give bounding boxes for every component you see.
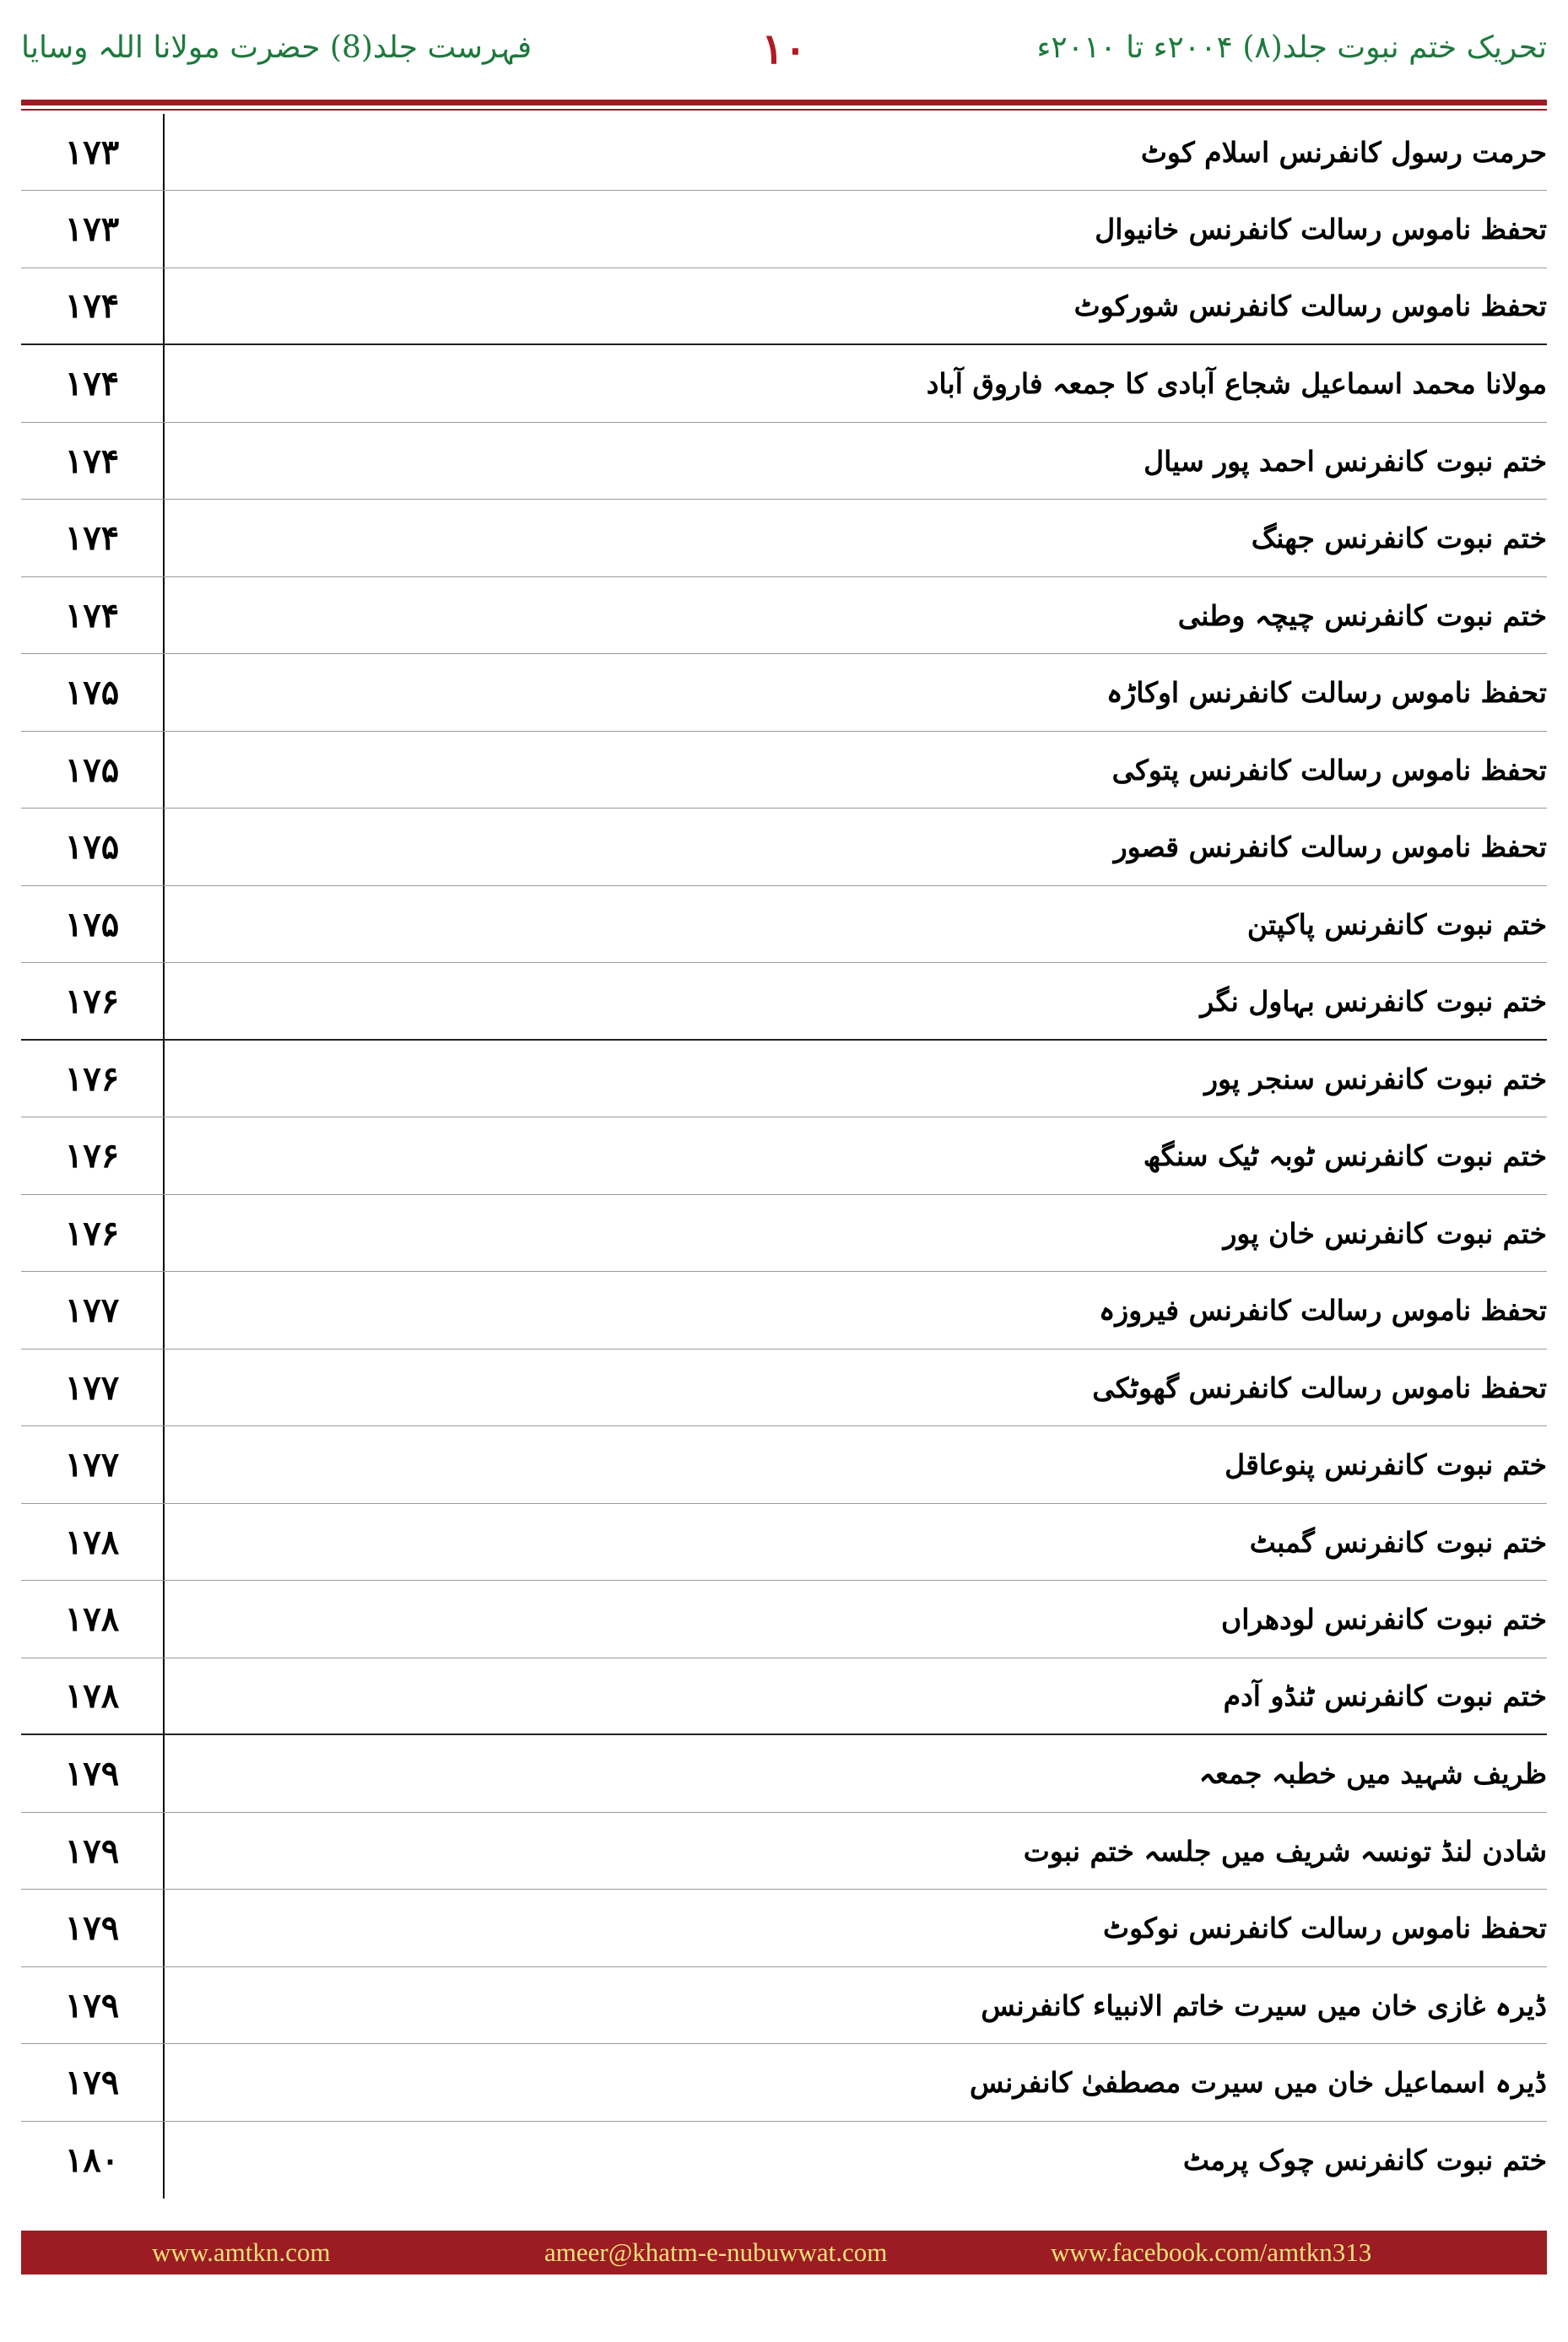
toc-entry-title: مولانا محمد اسماعیل شجاع آبادی کا جمعہ فاروق آباد [926, 367, 1547, 400]
toc-page-number: ۱۷۳ [64, 209, 120, 249]
toc-page-number: ۱۷۹ [64, 1908, 120, 1948]
toc-row [21, 1427, 1547, 1504]
toc-page-number: ۱۷۹ [64, 1985, 120, 2026]
toc-page-number: ۱۷۵ [64, 827, 120, 867]
toc-page-number: ۱۷۶ [64, 1213, 120, 1253]
toc-page-number: ۱۷۹ [64, 1831, 120, 1871]
toc-row [21, 577, 1547, 654]
toc-row [21, 1582, 1547, 1658]
footer-website-link[interactable]: www.amtkn.com [152, 2237, 331, 2267]
toc-entry-title: حرمت رسول کانفرنس اسلام کوٹ [1140, 135, 1547, 169]
toc-entry-title: ختم نبوت کانفرنس پنوعاقل [1225, 1448, 1547, 1481]
toc-row [21, 423, 1547, 500]
toc-page-number: ۱۷۵ [64, 749, 120, 790]
toc-entry-title: ختم نبوت کانفرنس خان پور [1223, 1216, 1547, 1250]
toc-entry-title: شادن لنڈ تونسہ شریف میں جلسہ ختم نبوت [1023, 1834, 1547, 1868]
series-title: تحریک ختم نبوت جلد(۸) ۲۰۰۴ء تا ۲۰۱۰ء [1036, 30, 1547, 65]
toc-entry-title: ختم نبوت کانفرنس چیچہ وطنی [1177, 598, 1547, 632]
toc-entry-title: تحفظ ناموس رسالت کانفرنس خانیوال [1095, 213, 1547, 246]
toc-row [21, 192, 1547, 268]
toc-page-number: ۱۷۴ [64, 595, 120, 636]
page-footer [21, 2231, 1547, 2274]
toc-entry-title: ختم نبوت کانفرنس جھنگ [1251, 522, 1547, 554]
toc-page-number: ۱۷۹ [64, 2063, 120, 2102]
toc-page-number: ۱۷۷ [64, 1290, 120, 1330]
page-number: ۱۰ [761, 24, 807, 73]
toc-entry-title: تحفظ ناموس رسالت کانفرنس پتوکی [1111, 753, 1547, 787]
toc-page-number: ۱۷۹ [64, 1754, 120, 1793]
toc-row [21, 964, 1547, 1041]
toc-page-number: ۱۷۴ [64, 518, 120, 558]
toc-entry-title: ختم نبوت کانفرنس احمد پور سیال [1144, 444, 1547, 478]
toc-row [21, 886, 1547, 963]
toc-entry-title: ختم نبوت کانفرنس ٹوبہ ٹیک سنگھ [1143, 1139, 1547, 1172]
toc-page-number: ۱۷۶ [64, 981, 120, 1021]
toc-entry-title: ختم نبوت کانفرنس ٹنڈو آدم [1223, 1679, 1547, 1712]
toc-entry-title: تحفظ ناموس رسالت کانفرنس گھوٹکی [1092, 1371, 1547, 1404]
toc-row [21, 1736, 1547, 1813]
toc-page-number: ۱۸۰ [64, 2140, 120, 2180]
toc-page-number: ۱۷۸ [64, 1676, 120, 1716]
toc-entry-title: ختم نبوت کانفرنس گمبٹ [1249, 1525, 1547, 1559]
toc-row [21, 114, 1547, 191]
toc-row [21, 346, 1547, 423]
toc-entry-title: ختم نبوت کانفرنس چوک پرمٹ [1182, 2144, 1547, 2177]
toc-row [21, 1813, 1547, 1890]
header-rule-thin [21, 109, 1547, 111]
toc-row [21, 1195, 1547, 1272]
toc-row [21, 1504, 1547, 1581]
toc-row [21, 732, 1547, 809]
toc-row [21, 2045, 1547, 2122]
toc-row [21, 1967, 1547, 2044]
toc-entry-title: تحفظ ناموس رسالت کانفرنس فیروزہ [1098, 1294, 1547, 1327]
toc-page-number: ۱۷۶ [64, 1058, 120, 1099]
toc-entry-title: ختم نبوت کانفرنس سنجر پور [1204, 1062, 1547, 1095]
toc-entry-title: تحفظ ناموس رسالت کانفرنس قصور [1113, 830, 1547, 863]
footer-email-link[interactable]: ameer@khatm-e-nubuwwat.com [544, 2237, 888, 2267]
toc-entry-title: ختم نبوت کانفرنس پاکپتن [1246, 907, 1547, 941]
toc-row [21, 1041, 1547, 1117]
toc-page-number: ۱۷۷ [64, 1367, 120, 1408]
toc-entry-title: ڈیرہ غازی خان میں سیرت خاتم الانبیاء کانفرنس [981, 1988, 1547, 2022]
toc-row [21, 1658, 1547, 1735]
toc-entry-title: تحفظ ناموس رسالت کانفرنس اوکاڑہ [1106, 676, 1547, 709]
toc-entry-title: ڈیرہ اسماعیل خان میں سیرت مصطفیٰ کانفرنس [970, 2066, 1547, 2099]
toc-page-number: ۱۷۳ [64, 132, 120, 172]
page-header [21, 25, 1547, 76]
index-title: فہرست جلد(8) حضرت مولانا اللہ وسایا [21, 30, 533, 65]
toc-entry-title: تحفظ ناموس رسالت کانفرنس نوکوٹ [1103, 1912, 1547, 1944]
toc-page-number: ۱۷۵ [64, 904, 120, 944]
toc-row [21, 655, 1547, 732]
toc-row [21, 2122, 1547, 2199]
toc-entry-title: ظریف شہید میں خطبہ جمعہ [1198, 1757, 1547, 1790]
toc-page-number: ۱۷۴ [64, 286, 120, 326]
toc-entry-title: ختم نبوت کانفرنس لودھراں [1221, 1603, 1547, 1636]
toc-row [21, 1890, 1547, 1967]
toc-row [21, 1118, 1547, 1195]
toc-page-number: ۱۷۸ [64, 1522, 120, 1562]
toc-page-number: ۱۷۴ [64, 364, 120, 403]
toc-page-number: ۱۷۵ [64, 673, 120, 712]
toc-row [21, 268, 1547, 345]
footer-facebook-link[interactable]: www.facebook.com/amtkn313 [1051, 2237, 1372, 2267]
toc-row [21, 1349, 1547, 1426]
toc-entry-title: تحفظ ناموس رسالت کانفرنس شورکوٹ [1073, 289, 1547, 322]
contents-table [21, 114, 1547, 2199]
toc-row [21, 809, 1547, 886]
toc-entry-title: ختم نبوت کانفرنس بہاول نگر [1200, 984, 1547, 1018]
toc-row [21, 1273, 1547, 1349]
toc-page-number: ۱۷۶ [64, 1136, 120, 1176]
toc-page-number: ۱۷۸ [64, 1599, 120, 1639]
toc-page-number: ۱۷۴ [64, 441, 120, 481]
toc-page-number: ۱۷۷ [64, 1445, 120, 1485]
header-rule [21, 100, 1547, 105]
toc-row [21, 500, 1547, 577]
